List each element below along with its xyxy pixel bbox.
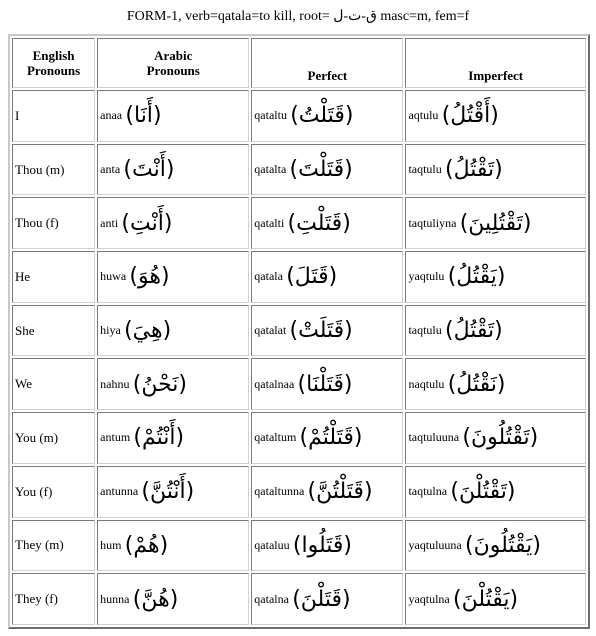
perfect-arabic: (قَتَلْتَ) bbox=[289, 157, 353, 183]
table-row bbox=[12, 573, 586, 625]
cell-arabic-pronoun bbox=[97, 305, 249, 357]
perfect-arabic: (قَتَلُوا) bbox=[292, 532, 352, 558]
imperfect-arabic-word: تَقْتُلُ bbox=[453, 157, 495, 183]
perfect-transliteration: qataluu bbox=[254, 537, 290, 552]
perfect-transliteration: qataltunna bbox=[254, 484, 305, 499]
perfect-arabic-word: قَتَلْتُ bbox=[298, 103, 345, 129]
perfect-transliteration: qatalta bbox=[254, 162, 287, 177]
imperfect-arabic-word: تَقْتُلُ bbox=[453, 318, 495, 344]
imperfect-transliteration: naqtulu bbox=[408, 376, 445, 391]
table-row bbox=[12, 358, 586, 410]
cell-perfect bbox=[251, 573, 403, 625]
imperfect-arabic-word: تَقْتُلُونَ bbox=[470, 425, 530, 451]
cell-imperfect bbox=[405, 412, 586, 464]
perfect-arabic-word: قَتَلْتُمْ bbox=[308, 425, 354, 451]
cell-english bbox=[12, 358, 95, 410]
pronoun-transliteration: antunna bbox=[100, 484, 139, 499]
pronoun-transliteration: hum bbox=[100, 537, 122, 552]
table-row bbox=[12, 466, 586, 518]
perfect-arabic: (قَتَلْنَا) bbox=[297, 371, 353, 397]
imperfect-transliteration: yaqtulna bbox=[408, 591, 450, 606]
cell-perfect bbox=[251, 358, 403, 410]
header-english-line1: English bbox=[32, 48, 75, 63]
perfect-arabic: (قَتَلْتِ) bbox=[287, 210, 351, 236]
pronoun-transliteration: anaa bbox=[100, 108, 123, 123]
header-arabic-pronouns bbox=[97, 38, 249, 88]
cell-imperfect bbox=[405, 90, 586, 142]
header-arabic-line1: Arabic bbox=[154, 48, 193, 63]
perfect-arabic-word: قَتَلْتَ bbox=[298, 157, 345, 183]
cell-imperfect bbox=[405, 305, 586, 357]
cell-english bbox=[12, 90, 95, 142]
header-imperfect: Imperfect bbox=[405, 38, 586, 88]
imperfect-arabic: (تَقْتُلُ) bbox=[445, 157, 503, 183]
cell-imperfect bbox=[405, 144, 586, 196]
table-row bbox=[12, 305, 586, 357]
imperfect-transliteration: yaqtulu bbox=[408, 269, 445, 284]
caption-prefix: FORM-1, verb=qatala=to kill, root= bbox=[126, 9, 330, 24]
perfect-transliteration: qatala bbox=[254, 269, 283, 284]
imperfect-transliteration: taqtulna bbox=[408, 484, 448, 499]
cell-arabic-pronoun bbox=[97, 412, 249, 464]
cell-arabic-pronoun bbox=[97, 90, 249, 142]
pronoun-arabic: (أَنْتَ) bbox=[123, 157, 175, 183]
cell-perfect bbox=[251, 305, 403, 357]
imperfect-arabic: (تَقْتُلِينَ) bbox=[459, 210, 532, 236]
english-pronoun: She bbox=[15, 322, 35, 338]
imperfect-arabic-word: نَقْتُلُ bbox=[456, 371, 497, 397]
table-row bbox=[12, 197, 586, 249]
table-row bbox=[12, 412, 586, 464]
pronoun-arabic-word: هُوَ bbox=[138, 264, 161, 290]
perfect-transliteration: qataltum bbox=[254, 430, 297, 445]
imperfect-transliteration: aqtulu bbox=[408, 108, 439, 123]
imperfect-arabic-word: أَقْتُلُ bbox=[450, 103, 491, 129]
table-row bbox=[12, 144, 586, 196]
conjugation-table bbox=[8, 34, 590, 629]
cell-imperfect bbox=[405, 358, 586, 410]
cell-perfect bbox=[251, 520, 403, 572]
cell-imperfect bbox=[405, 466, 586, 518]
cell-english bbox=[12, 520, 95, 572]
pronoun-arabic: (هُمْ) bbox=[124, 532, 169, 558]
pronoun-transliteration: nahnu bbox=[100, 376, 130, 391]
table-row bbox=[12, 90, 586, 142]
english-pronoun: Thou (m) bbox=[15, 161, 65, 177]
perfect-arabic-word: قَتَلُوا bbox=[301, 532, 344, 558]
imperfect-arabic: (يَقْتُلُ) bbox=[447, 264, 506, 290]
english-pronoun: You (f) bbox=[15, 483, 53, 499]
pronoun-arabic: (هِيَ) bbox=[124, 318, 172, 344]
cell-arabic-pronoun bbox=[97, 520, 249, 572]
imperfect-arabic-word: يَقْتُلُونَ bbox=[473, 532, 533, 558]
imperfect-arabic: (أَقْتُلُ) bbox=[441, 103, 499, 129]
perfect-transliteration: qatalnaa bbox=[254, 376, 295, 391]
table-row bbox=[12, 251, 586, 303]
cell-arabic-pronoun bbox=[97, 358, 249, 410]
perfect-arabic-word: قَتَلَ bbox=[294, 264, 329, 290]
perfect-arabic: (قَتَلْنَ) bbox=[292, 586, 351, 612]
english-pronoun: They (f) bbox=[15, 591, 58, 607]
imperfect-arabic: (تَقْتُلُونَ) bbox=[462, 425, 539, 451]
cell-arabic-pronoun bbox=[97, 573, 249, 625]
pronoun-arabic-word: أَنْتُمْ bbox=[142, 425, 176, 451]
pronoun-arabic-word: أَنَا bbox=[133, 103, 153, 129]
cell-english bbox=[12, 412, 95, 464]
perfect-transliteration: qatalat bbox=[254, 323, 287, 338]
perfect-arabic-word: قَتَلَتْ bbox=[298, 318, 345, 344]
pronoun-transliteration: antum bbox=[100, 430, 131, 445]
caption-suffix: masc=m, fem=f bbox=[380, 9, 470, 24]
english-pronoun: We bbox=[15, 376, 32, 392]
cell-imperfect bbox=[405, 573, 586, 625]
header-row bbox=[12, 38, 586, 88]
perfect-transliteration: qatalna bbox=[254, 591, 289, 606]
cell-english bbox=[12, 573, 95, 625]
cell-perfect bbox=[251, 144, 403, 196]
perfect-arabic-word: قَتَلْنَ bbox=[300, 586, 342, 612]
pronoun-arabic: (أَنْتُنَّ) bbox=[141, 479, 195, 505]
cell-perfect bbox=[251, 466, 403, 518]
perfect-arabic: (قَتَلَ) bbox=[286, 264, 338, 290]
imperfect-transliteration: taqtuluuna bbox=[408, 430, 460, 445]
cell-english bbox=[12, 197, 95, 249]
perfect-arabic: (قَتَلَتْ) bbox=[289, 318, 353, 344]
imperfect-arabic: (يَقْتُلُونَ) bbox=[465, 532, 541, 558]
pronoun-arabic: (هُنَّ) bbox=[132, 586, 179, 612]
cell-english bbox=[12, 251, 95, 303]
imperfect-arabic-word: يَقْتُلْنَ bbox=[461, 586, 510, 612]
perfect-transliteration: qataltu bbox=[254, 108, 287, 123]
imperfect-transliteration: taqtulu bbox=[408, 162, 442, 177]
perfect-arabic: (قَتَلْتُ) bbox=[290, 103, 354, 129]
pronoun-arabic-word: أَنْتَ bbox=[132, 157, 166, 183]
pronoun-transliteration: huwa bbox=[100, 269, 127, 284]
pronoun-arabic: (نَحْنُ) bbox=[132, 371, 187, 397]
pronoun-transliteration: anta bbox=[100, 162, 121, 177]
header-english-line2: Pronouns bbox=[26, 63, 81, 78]
pronoun-arabic: (هُوَ) bbox=[129, 264, 170, 290]
imperfect-arabic-word: تَقْتُلِينَ bbox=[468, 210, 523, 236]
caption-root-arabic: ق-ت-ل bbox=[333, 9, 377, 24]
pronoun-arabic: (أَنْتُمْ) bbox=[133, 425, 185, 451]
perfect-arabic-word: قَتَلْتِ bbox=[296, 210, 343, 236]
imperfect-arabic-word: تَقْتُلْنَ bbox=[458, 479, 507, 505]
cell-perfect bbox=[251, 90, 403, 142]
cell-perfect bbox=[251, 197, 403, 249]
imperfect-transliteration: taqtulu bbox=[408, 323, 442, 338]
cell-perfect bbox=[251, 251, 403, 303]
pronoun-arabic-word: هُمْ bbox=[133, 532, 160, 558]
imperfect-transliteration: taqtuliyna bbox=[408, 215, 457, 230]
pronoun-transliteration: anti bbox=[100, 215, 119, 230]
imperfect-arabic: (يَقْتُلْنَ) bbox=[453, 586, 519, 612]
pronoun-arabic-word: أَنْتُنَّ bbox=[150, 479, 186, 505]
cell-arabic-pronoun bbox=[97, 466, 249, 518]
pronoun-transliteration: hiya bbox=[100, 323, 121, 338]
perfect-transliteration: qatalti bbox=[254, 215, 285, 230]
english-pronoun: They (m) bbox=[15, 537, 64, 553]
table-caption bbox=[0, 8, 596, 25]
pronoun-arabic: (أَنْتِ) bbox=[121, 210, 173, 236]
cell-arabic-pronoun bbox=[97, 251, 249, 303]
perfect-arabic: (قَتَلْتُمْ) bbox=[299, 425, 363, 451]
english-pronoun: I bbox=[15, 107, 20, 123]
cell-perfect bbox=[251, 412, 403, 464]
imperfect-transliteration: yaqtuluuna bbox=[408, 537, 462, 552]
cell-arabic-pronoun bbox=[97, 144, 249, 196]
cell-imperfect bbox=[405, 197, 586, 249]
perfect-arabic: (قَتَلْتُنَّ) bbox=[307, 479, 373, 505]
imperfect-arabic: (نَقْتُلُ) bbox=[447, 371, 506, 397]
pronoun-arabic-word: نَحْنُ bbox=[141, 371, 179, 397]
pronoun-arabic-word: هِيَ bbox=[132, 318, 163, 344]
pronoun-arabic-word: أَنْتِ bbox=[130, 210, 164, 236]
cell-english bbox=[12, 466, 95, 518]
header-arabic-line2: Pronouns bbox=[146, 63, 200, 78]
english-pronoun: You (m) bbox=[15, 429, 59, 445]
imperfect-arabic-word: يَقْتُلُ bbox=[456, 264, 497, 290]
imperfect-arabic: (تَقْتُلْنَ) bbox=[450, 479, 516, 505]
header-perfect: Perfect bbox=[251, 38, 403, 88]
perfect-arabic-word: قَتَلْتُنَّ bbox=[316, 479, 364, 505]
perfect-arabic-word: قَتَلْنَا bbox=[306, 371, 344, 397]
english-pronoun: Thou (f) bbox=[15, 215, 59, 231]
cell-english bbox=[12, 305, 95, 357]
pronoun-arabic: (أَنَا) bbox=[125, 103, 162, 129]
english-pronoun: He bbox=[15, 268, 31, 284]
cell-imperfect bbox=[405, 251, 586, 303]
cell-arabic-pronoun bbox=[97, 197, 249, 249]
cell-english bbox=[12, 144, 95, 196]
cell-imperfect bbox=[405, 520, 586, 572]
imperfect-arabic: (تَقْتُلُ) bbox=[445, 318, 503, 344]
pronoun-arabic-word: هُنَّ bbox=[141, 586, 170, 612]
pronoun-transliteration: hunna bbox=[100, 591, 130, 606]
table-row bbox=[12, 520, 586, 572]
header-english-pronouns bbox=[12, 38, 95, 88]
